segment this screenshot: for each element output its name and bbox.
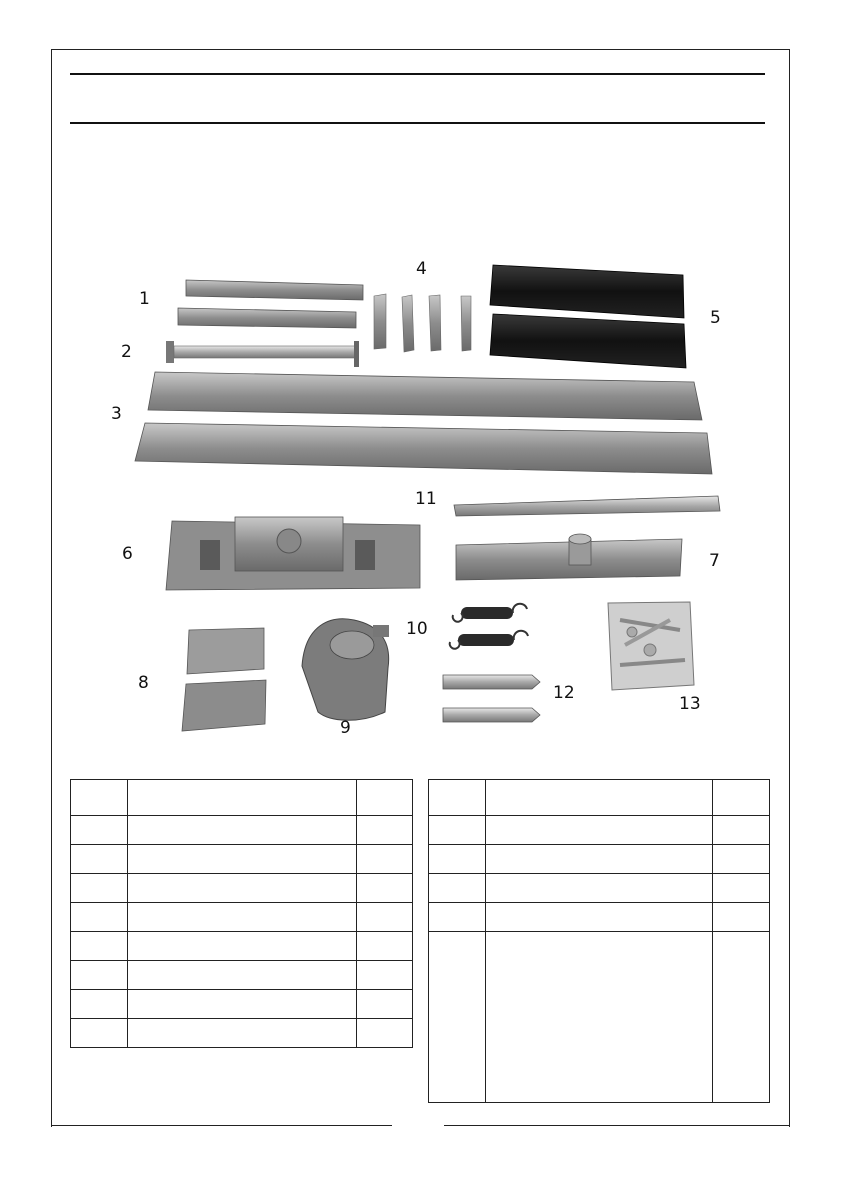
header-cell-no <box>71 780 128 816</box>
table-row <box>71 903 413 932</box>
part-10-springs <box>450 604 528 649</box>
header-cell-no <box>429 780 486 816</box>
table-row <box>429 932 770 1103</box>
table-row <box>71 816 413 845</box>
part-12-pins <box>443 675 540 722</box>
table-row <box>71 874 413 903</box>
callout-11: 11 <box>415 489 437 509</box>
table-row <box>71 1019 413 1048</box>
table-row <box>71 932 413 961</box>
callout-9: 9 <box>340 718 351 738</box>
part-9-bottle-jack <box>302 619 389 720</box>
header-cell-qty <box>357 780 413 816</box>
callout-4: 4 <box>416 259 427 279</box>
callout-3: 3 <box>111 404 122 424</box>
part-1-angle-brackets <box>178 280 363 328</box>
table-row <box>429 816 770 845</box>
part-7-spindle-channel <box>456 534 682 580</box>
callout-10: 10 <box>406 619 428 639</box>
frame-bottom-right <box>444 1125 789 1126</box>
header-cell-qty <box>713 780 770 816</box>
parts-table-right <box>428 779 770 1103</box>
part-3-long-channels <box>135 372 712 474</box>
callout-6: 6 <box>122 544 133 564</box>
part-13-fixings-bag <box>608 602 694 690</box>
callout-5: 5 <box>710 308 721 328</box>
table-row <box>71 961 413 990</box>
callout-2: 2 <box>121 342 132 362</box>
callout-12: 12 <box>553 683 575 703</box>
table-row <box>71 990 413 1019</box>
part-8-pads <box>182 628 266 731</box>
callout-8: 8 <box>138 673 149 693</box>
part-2-cross-bar <box>166 341 359 367</box>
callout-7: 7 <box>709 551 720 571</box>
table-row <box>429 874 770 903</box>
header-cell-description <box>128 780 357 816</box>
part-6-saddle-frame <box>166 517 420 590</box>
header-cell-description <box>486 780 713 816</box>
table-header-row <box>71 780 413 816</box>
table-row <box>429 845 770 874</box>
parts-table-left <box>70 779 413 1048</box>
table-row <box>71 845 413 874</box>
part-11-round-bar <box>454 496 720 516</box>
table-header-row <box>429 780 770 816</box>
callout-1: 1 <box>139 289 150 309</box>
table-row <box>429 903 770 932</box>
frame-bottom-left <box>51 1125 392 1126</box>
part-5-black-channels <box>490 265 686 368</box>
part-4-straps <box>374 294 471 352</box>
callout-13: 13 <box>679 694 701 714</box>
